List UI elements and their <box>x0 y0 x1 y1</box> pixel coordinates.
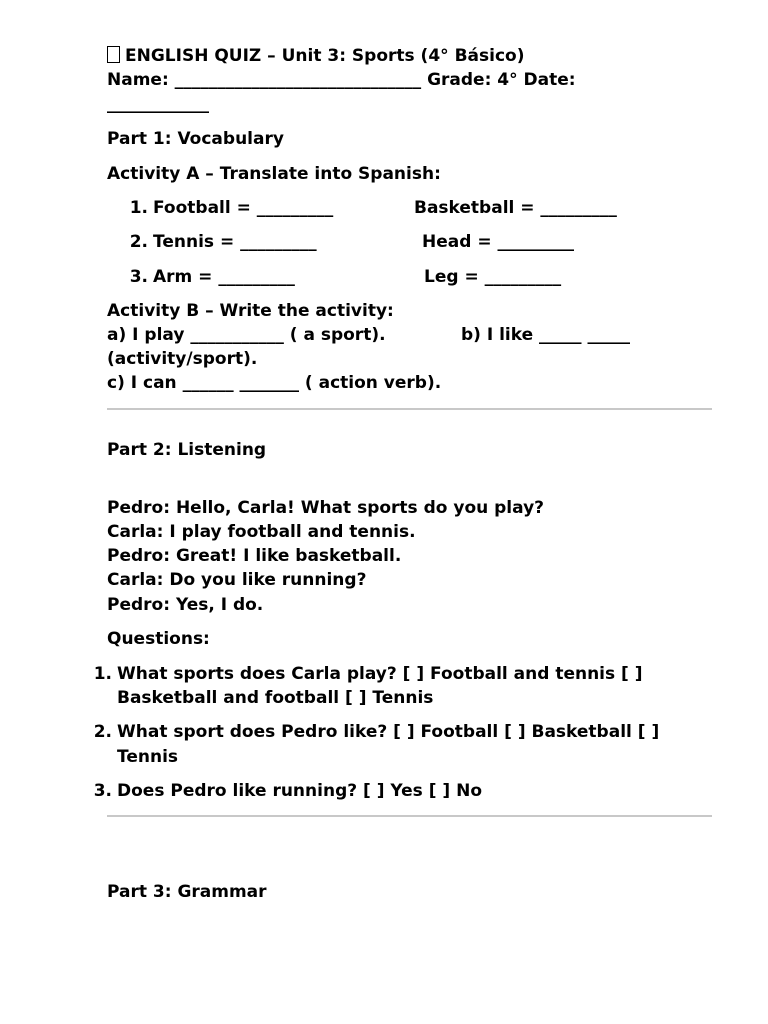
questions-heading: Questions: <box>107 629 210 649</box>
name-grade-date-line: Name: _____________________________ Grade: 4° Date: <box>107 70 576 90</box>
activity-b-line-a: a) I play ___________ ( a sport). <box>107 325 386 345</box>
question-text-continued: Tennis <box>117 747 179 767</box>
part3-heading: Part 3: Grammar <box>107 882 267 902</box>
dialogue-line: Pedro: Yes, I do. <box>107 595 264 615</box>
question-number: 3. <box>93 781 112 801</box>
activity-b-line-c: c) I can ______ _______ ( action verb). <box>107 373 442 393</box>
question-text: What sport does Pedro like? [ ] Football [ ] Basketball [ ] <box>117 722 660 742</box>
item-right-word: Leg = _________ <box>424 267 562 287</box>
dialogue-line: Carla: I play football and tennis. <box>107 522 416 542</box>
activity-b-line-b: b) I like _____ _____ <box>461 325 630 345</box>
missing-glyph-icon <box>107 46 120 63</box>
section-divider <box>107 408 712 410</box>
item-left-word: Arm = _________ <box>153 267 295 287</box>
question-text-continued: Basketball and football [ ] Tennis <box>117 688 434 708</box>
part2-heading: Part 2: Listening <box>107 440 267 460</box>
item-right-word: Basketball = _________ <box>414 198 617 218</box>
dialogue-line: Pedro: Hello, Carla! What sports do you play? <box>107 498 545 518</box>
activity-b-line-b-continued: (activity/sport). <box>107 349 258 369</box>
item-number: 2. <box>129 232 148 252</box>
activity-b-heading: Activity B – Write the activity: <box>107 301 394 321</box>
item-left-word: Football = _________ <box>153 198 334 218</box>
date-blank: ____________ <box>107 94 209 114</box>
part1-heading: Part 1: Vocabulary <box>107 129 284 149</box>
dialogue-line: Carla: Do you like running? <box>107 570 367 590</box>
quiz-title <box>107 44 524 68</box>
question-number: 1. <box>93 664 112 684</box>
question-text: Does Pedro like running? [ ] Yes [ ] No <box>117 781 482 801</box>
item-right-word: Head = _________ <box>422 232 574 252</box>
activity-a-heading: Activity A – Translate into Spanish: <box>107 164 441 184</box>
item-number: 3. <box>129 267 148 287</box>
section-divider <box>107 815 712 817</box>
dialogue-line: Pedro: Great! I like basketball. <box>107 546 402 566</box>
item-left-word: Tennis = _________ <box>153 232 317 252</box>
item-number: 1. <box>129 198 148 218</box>
question-number: 2. <box>93 722 112 742</box>
question-text: What sports does Carla play? [ ] Football and tennis [ ] <box>117 664 643 684</box>
quiz-title-text: ENGLISH QUIZ – Unit 3: Sports (4° Básico) <box>125 46 525 66</box>
